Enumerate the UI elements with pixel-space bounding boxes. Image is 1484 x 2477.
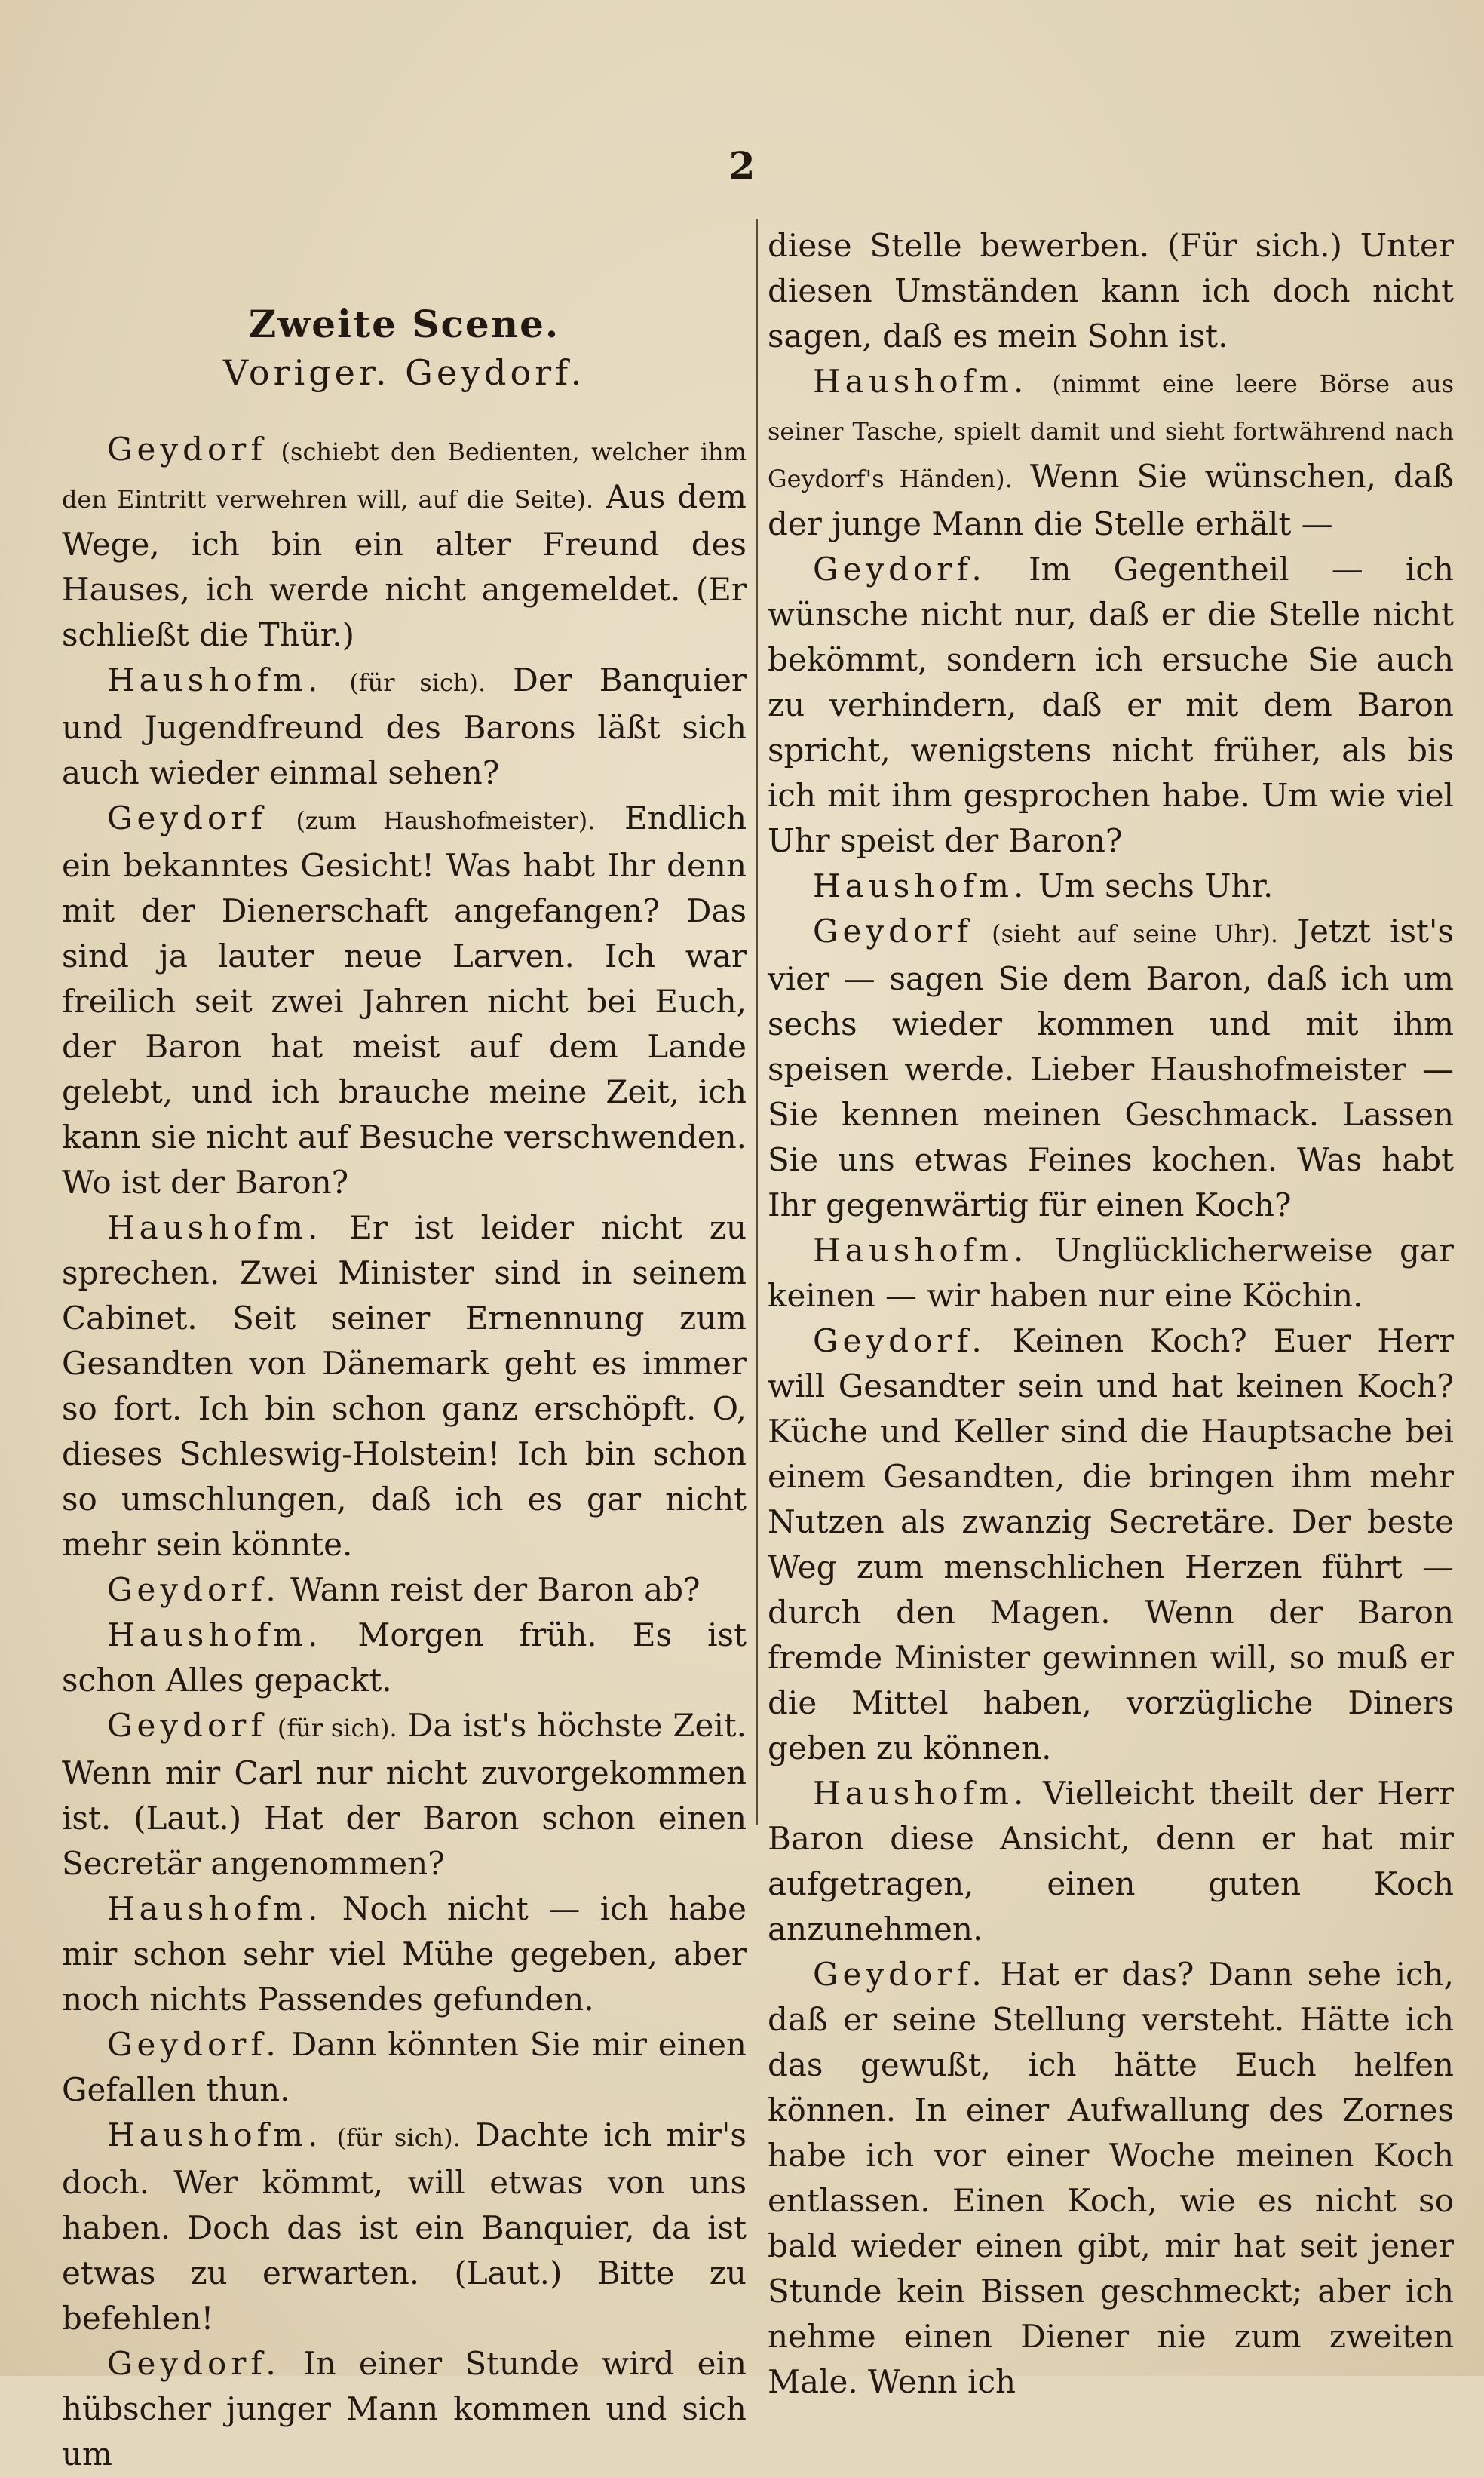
- dialogue-block: [62, 2113, 747, 2341]
- speaker-name: Haushofm.: [107, 1209, 323, 1246]
- speaker-name: Geydorf.: [813, 1956, 986, 1993]
- speaker-name: Haushofm.: [813, 1775, 1029, 1812]
- dialogue-block: [768, 1952, 1454, 2405]
- dialogue-text: Morgen früh. Es ist schon Alles gepackt.: [62, 1616, 747, 1699]
- dialogue-text: Unglücklicherweise gar keinen — wir haben nur eine Köchin.: [768, 1232, 1454, 1314]
- right-dialogue: [768, 223, 1454, 2405]
- dialogue-text: Wenn Sie wünschen, daß der junge Mann die Stelle erhält —: [768, 458, 1454, 542]
- dialogue-text: Er ist leider nicht zu sprechen. Zwei Minister sind in seinem Cabinet. Seit seiner Ernennung zum Gesandten von Dänemark geht es immer so fort. Ich bin schon ganz erschöpft. O, dieses Schleswig-Holstein! Ich bin schon so umschlungen, daß ich es gar nicht mehr sein könnte.: [62, 1209, 747, 1563]
- speaker-name: Haushofm.: [107, 1890, 323, 1927]
- speaker-name: Geydorf: [107, 800, 267, 836]
- dialogue-text: Aus dem Wege, ich bin ein alter Freund des Hauses, ich werde nicht angemeldet. (Er schließt die Thür.): [62, 478, 747, 653]
- dialogue-block: [768, 1228, 1454, 1318]
- dialogue-block: [768, 1771, 1454, 1952]
- dialogue-block: [62, 1567, 747, 1613]
- dialogue-text: Jetzt ist's vier — sagen Sie dem Baron, daß ich um sechs wieder kommen und mit ihm speisen werde. Lieber Haushofmeister — Sie kennen meinen Geschmack. Lassen Sie uns etwas Feines kochen. Was habt Ihr gegenwärtig für einen Koch?: [768, 913, 1454, 1223]
- dialogue-block: [768, 909, 1454, 1228]
- dialogue-text: Dachte ich mir's doch. Wer kömmt, will etwas von uns haben. Doch das ist ein Banquier, da ist etwas zu erwarten. (Laut.) Bitte zu befehlen!: [62, 2116, 747, 2337]
- speaker-name: Geydorf: [813, 913, 973, 950]
- dialogue-block: [62, 427, 747, 658]
- dialogue-block: [62, 1886, 747, 2022]
- dialogue-text: diese Stelle bewerben. (Für sich.) Unter diesen Umständen kann ich doch nicht sagen, daß es mein Sohn ist.: [768, 227, 1454, 355]
- dialogue-block: [62, 2341, 747, 2477]
- stage-direction: (sieht auf seine Uhr).: [992, 919, 1279, 948]
- dialogue-block: [62, 2022, 747, 2113]
- speaker-name: Geydorf.: [813, 551, 986, 588]
- speaker-name: Geydorf: [107, 431, 267, 468]
- speaker-name: Haushofm.: [813, 363, 1029, 400]
- scene-title: Zweite Scene.: [248, 302, 560, 346]
- stage-direction: (für sich).: [349, 668, 486, 697]
- dialogue-block: [62, 1703, 747, 1886]
- dialogue-text: Keinen Koch? Euer Herr will Gesandter sein und hat keinen Koch? Küche und Keller sind die Hauptsache bei einem Gesandten, die bringen ihm mehr Nutzen als zwanzig Secretäre. Der beste Weg zum menschlichen Herzen führt — durch den Magen. Wenn der Baron fremde Minister gewinnen will, so muß er die Mittel haben, vorzügliche Diners geben zu können.: [768, 1322, 1454, 1766]
- dialogue-text: Da ist's höchste Zeit. Wenn mir Carl nur nicht zuvorgekommen ist. (Laut.) Hat der Baron schon einen Secretär angenommen?: [62, 1707, 747, 1882]
- dialogue-text: Um sechs Uhr.: [1038, 867, 1274, 904]
- stage-direction: (schiebt den Bedienten, welcher ihm den Eintritt verwehren will, auf die Seite).: [62, 437, 747, 514]
- dialogue-text: Hat er das? Dann sehe ich, daß er seine Stellung versteht. Hätte ich das gewußt, ich hätte Euch helfen können. In einer Aufwallung des Zornes habe ich vor einer Woche meinen Koch entlassen. Einen Koch, wie es nicht so bald wieder einen gibt, mir hat seit jener Stunde kein Bissen geschmeckt; aber ich nehme einen Diener nie zum zweiten Male. Wenn ich: [768, 1956, 1454, 2400]
- cast-list: Voriger. Geydorf.: [222, 352, 586, 393]
- dialogue-block: [62, 796, 747, 1205]
- speaker-name: Haushofm.: [107, 1616, 323, 1653]
- dialogue-text: Im Gegentheil — ich wünsche nicht nur, daß er die Stelle nicht bekömmt, sondern ich ersuche Sie auch zu verhindern, daß er mit dem Baron spricht, wenigstens nicht früher, als bis ich mit ihm gesprochen habe. Um wie viel Uhr speist der Baron?: [768, 551, 1454, 859]
- page-number: 2: [728, 143, 756, 188]
- speaker-name: Geydorf.: [813, 1322, 986, 1359]
- stage-direction: (zum Haushofmeister).: [296, 806, 596, 835]
- right-column: [768, 223, 1454, 2405]
- dialogue-block: [768, 223, 1454, 359]
- speaker-name: Haushofm.: [107, 2116, 323, 2153]
- dialogue-text: Noch nicht — ich habe mir schon sehr viel Mühe gegeben, aber noch nichts Passendes gefunden.: [62, 1890, 747, 2018]
- speaker-name: Geydorf.: [107, 1571, 281, 1608]
- speaker-name: Haushofm.: [813, 1232, 1029, 1269]
- stage-direction: (nimmt eine leere Börse aus seiner Tasche, spielt damit und sieht fortwährend nach Geydorf's Händen).: [768, 370, 1454, 493]
- dialogue-block: [768, 359, 1454, 547]
- left-dialogue: [62, 427, 747, 2477]
- speaker-name: Haushofm.: [107, 661, 323, 698]
- dialogue-block: [62, 1205, 747, 1567]
- column-divider: [756, 219, 758, 1825]
- dialogue-text: Wann reist der Baron ab?: [290, 1571, 701, 1608]
- dialogue-text: Dann könnten Sie mir einen Gefallen thun.: [62, 2026, 747, 2108]
- dialogue-block: [768, 1318, 1454, 1771]
- dialogue-block: [768, 547, 1454, 864]
- left-column: [62, 223, 747, 2477]
- dialogue-block: [768, 864, 1454, 909]
- stage-direction: (für sich).: [277, 1714, 397, 1742]
- dialogue-text: Der Banquier und Jugendfreund des Barons läßt sich auch wieder einmal sehen?: [62, 661, 747, 791]
- dialogue-block: [62, 1613, 747, 1703]
- dialogue-text: Vielleicht theilt der Herr Baron diese Ansicht, denn er hat mir aufgetragen, einen guten Koch anzunehmen.: [768, 1775, 1454, 1948]
- dialogue-block: [62, 658, 747, 796]
- dialogue-text: In einer Stunde wird ein hübscher junger Mann kommen und sich um: [62, 2345, 747, 2472]
- speaker-name: Geydorf.: [107, 2345, 281, 2382]
- speaker-name: Haushofm.: [813, 867, 1029, 904]
- stage-direction: (für sich).: [336, 2123, 461, 2152]
- speaker-name: Geydorf: [107, 1707, 267, 1744]
- speaker-name: Geydorf.: [107, 2026, 281, 2063]
- dialogue-text: Endlich ein bekanntes Gesicht! Was habt Ihr denn mit der Dienerschaft angefangen? Das sind ja lauter neue Larven. Ich war freilich seit zwei Jahren nicht bei Euch, der Baron hat meist auf dem Lande gelebt, und ich brauche meine Zeit, ich kann sie nicht auf Besuche verschwenden. Wo ist der Baron?: [62, 800, 747, 1201]
